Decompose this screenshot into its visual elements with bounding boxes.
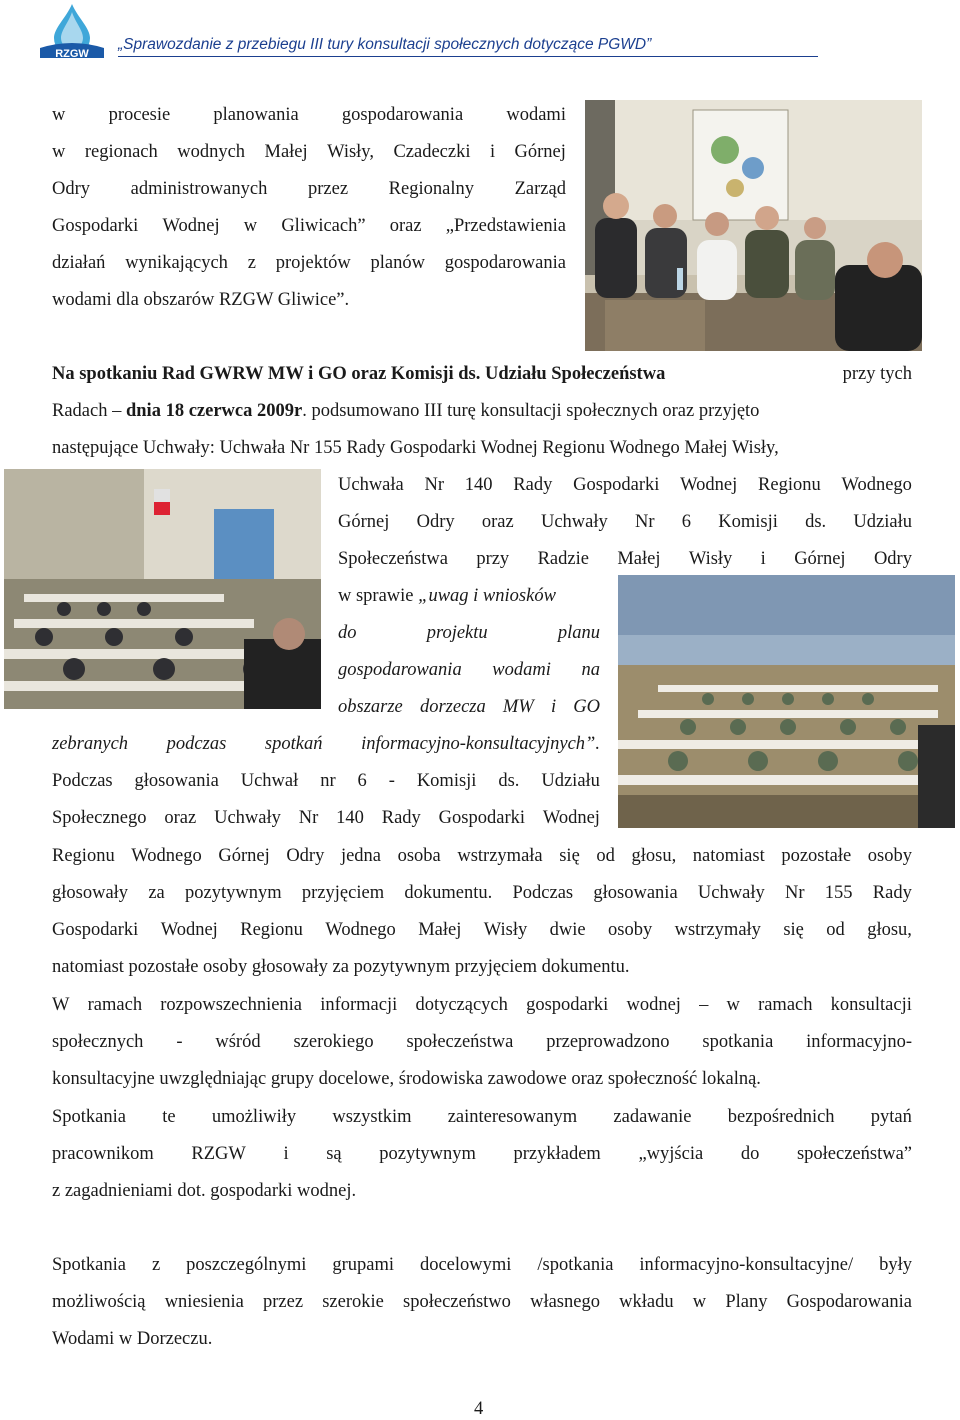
word: wodnej — [626, 995, 681, 1015]
svg-text:RZGW: RZGW — [55, 48, 89, 60]
word: się — [783, 920, 804, 940]
word: Uchwały — [540, 512, 608, 532]
word: poszczególnymi — [186, 1255, 307, 1275]
text-line — [52, 1106, 912, 1128]
word: wynikających — [125, 253, 228, 273]
word: się — [559, 846, 580, 866]
word: Gospodarki — [438, 808, 525, 828]
word: Rady — [513, 475, 553, 495]
word: rozpowszechnienia — [160, 995, 303, 1015]
word: Zarząd — [514, 179, 566, 199]
text-line — [52, 141, 566, 163]
word: Odry — [873, 549, 912, 569]
meeting-line-7: w sprawie „uwag i wniosków — [338, 586, 556, 606]
word: przez — [262, 1292, 304, 1312]
photo-hall-right — [618, 575, 955, 828]
word: i — [489, 142, 496, 162]
word: Uchwały — [697, 883, 765, 903]
word: Wodnego — [841, 475, 912, 495]
word: Radzie — [537, 549, 589, 569]
word: są — [326, 1144, 342, 1164]
word: gospodarki — [526, 995, 609, 1015]
word: pytań — [870, 1107, 912, 1127]
word: wniesienia — [164, 1292, 244, 1312]
word: obszarze — [338, 697, 403, 717]
word: Podczas — [52, 771, 113, 791]
word: wstrzymały — [674, 920, 761, 940]
word: własnego — [530, 1292, 600, 1312]
word: – — [699, 995, 709, 1015]
word: Odry — [286, 846, 325, 866]
word: wszystkim — [332, 1107, 412, 1127]
word: „Przedstawienia — [445, 216, 566, 236]
word: Nr — [424, 475, 445, 495]
word: głosowały — [52, 883, 129, 903]
word: osoba — [397, 846, 441, 866]
word: /spotkania — [537, 1255, 614, 1275]
word: Gliwicach” — [281, 216, 366, 236]
word: 6 — [357, 771, 367, 791]
word: i — [760, 549, 766, 569]
word: oraz — [481, 512, 514, 532]
word: pozostałe — [781, 846, 852, 866]
word: planów — [370, 253, 425, 273]
word: regionach — [84, 142, 158, 162]
word: gospodarowania — [444, 253, 566, 273]
word: Plany — [725, 1292, 768, 1312]
meeting-line-1: Na spotkaniu Rad GWRW MW i GO oraz Komisji ds. Udziału Społeczeństwa przy tych — [52, 364, 912, 384]
word: wśród — [215, 1032, 261, 1052]
word: przykładem — [513, 1144, 601, 1164]
word: projektu — [426, 623, 488, 643]
word: Rady — [872, 883, 912, 903]
word: Społeczeństwa — [338, 549, 448, 569]
word: RZGW — [191, 1144, 246, 1164]
word: Wodnej — [680, 475, 738, 495]
word: i — [283, 1144, 289, 1164]
word: jedna — [340, 846, 381, 866]
word: w — [52, 142, 66, 162]
word: Odry — [416, 512, 455, 532]
word: Nr — [784, 883, 805, 903]
word: osoby — [608, 920, 653, 940]
word: oraz — [389, 216, 422, 236]
word: zadawanie — [613, 1107, 692, 1127]
word: dokumentu. — [404, 883, 493, 903]
word: działań — [52, 253, 106, 273]
text-line — [52, 919, 912, 941]
header-title: „Sprawozdanie z przebiegu III tury konsultacji społecznych dotyczące PGWD” — [118, 36, 818, 57]
word: Udziału — [541, 771, 600, 791]
word: głosowania — [593, 883, 678, 903]
text-line — [338, 548, 912, 570]
word: możliwością — [52, 1292, 146, 1312]
text-line — [52, 252, 566, 274]
word: GO — [573, 697, 600, 717]
word: głosu, — [867, 920, 912, 940]
word: pozytywnym — [379, 1144, 476, 1164]
word: głosowania — [134, 771, 219, 791]
word: administrowanych — [130, 179, 268, 199]
page-number: 4 — [474, 1399, 484, 1419]
word: dwie — [549, 920, 586, 940]
word: Regionu — [758, 475, 821, 495]
word: przy — [476, 549, 510, 569]
text-line — [52, 1254, 912, 1276]
word: do — [740, 1144, 760, 1164]
word: wkładu — [619, 1292, 674, 1312]
word: pracownikom — [52, 1144, 154, 1164]
word: informacyjno- — [806, 1032, 912, 1052]
word: Nr — [634, 512, 655, 532]
word: wstrzymała — [457, 846, 543, 866]
word: bezpośrednich — [727, 1107, 835, 1127]
word: nr — [320, 771, 336, 791]
text-line — [338, 511, 912, 533]
rzgw-logo — [38, 2, 106, 60]
photo-panel-meeting — [585, 100, 922, 351]
word: Uchwały — [214, 808, 281, 828]
word: Komisji — [718, 512, 778, 532]
word: umożliwiły — [211, 1107, 297, 1127]
word: Małej — [264, 142, 308, 162]
word: 155 — [824, 883, 853, 903]
word: zebranych — [52, 734, 129, 754]
text-line — [338, 696, 600, 718]
word: „wyjścia — [638, 1144, 704, 1164]
word: grupami — [332, 1255, 394, 1275]
word: Nr — [298, 808, 319, 828]
word: Górnej — [514, 142, 566, 162]
word: Uchwała — [338, 475, 404, 495]
text-line — [52, 994, 912, 1016]
word: Wodnego — [131, 846, 202, 866]
word: spotkania — [702, 1032, 774, 1052]
word: na — [581, 660, 600, 680]
word: planu — [557, 623, 600, 643]
word: procesie — [108, 105, 171, 125]
word: szerokiego — [293, 1032, 374, 1052]
word: informacyjno-konsultacyjne/ — [639, 1255, 854, 1275]
meeting-line-2: Radach – dnia 18 czerwca 2009r. podsumowano III turę konsultacji społecznych oraz przyjęto — [52, 401, 760, 421]
word: konsultacji — [830, 995, 912, 1015]
word: osoby — [867, 846, 912, 866]
word: społeczeństwa — [406, 1032, 514, 1052]
word: oraz — [164, 808, 197, 828]
word: natomiast — [692, 846, 765, 866]
word: w — [692, 1292, 707, 1312]
text-line — [52, 1031, 912, 1053]
word: ramach — [87, 995, 143, 1015]
text-line — [52, 178, 566, 200]
word: przyjęciem — [301, 883, 385, 903]
photo-hall-left — [4, 469, 321, 709]
word: Górnej — [794, 549, 846, 569]
word: Odry — [52, 179, 91, 199]
word: dorzecza — [419, 697, 486, 717]
text-line: z zagadnieniami dot. gospodarki wodnej. — [52, 1181, 357, 1201]
text-line: natomiast pozostałe osoby głosowały za pozytywnym przyjęciem dokumentu. — [52, 957, 630, 977]
word: Społecznego — [52, 808, 147, 828]
word: Górnej — [338, 512, 390, 532]
word: ds. — [498, 771, 520, 791]
text-line — [338, 474, 912, 496]
word: zainteresowanym — [447, 1107, 578, 1127]
word: Małej — [617, 549, 661, 569]
word: W — [52, 995, 70, 1015]
meeting-line-3: następujące Uchwały: Uchwała Nr 155 Rady Gospodarki Wodnej Regionu Wodnego Małej Wisły, — [52, 438, 779, 458]
word: Regionu — [52, 846, 115, 866]
word: Rady — [381, 808, 421, 828]
word: gospodarowania — [341, 105, 464, 125]
text-line — [52, 104, 566, 126]
word: Wodnej — [542, 808, 600, 828]
word: MW — [502, 697, 534, 717]
word: Wodnego — [325, 920, 396, 940]
word: szerokie — [322, 1292, 384, 1312]
text-line: Wodami w Dorzeczu. — [52, 1329, 213, 1349]
word: ds. — [805, 512, 827, 532]
word: gospodarowania — [338, 660, 462, 680]
word: z — [151, 1255, 161, 1275]
word: w — [52, 105, 66, 125]
word: informacji — [320, 995, 398, 1015]
text-line — [338, 659, 600, 681]
word: z — [247, 253, 256, 273]
text-line — [52, 733, 600, 755]
word: Gospodarki — [52, 920, 139, 940]
word: Spotkania — [52, 1255, 126, 1275]
word: - — [176, 1032, 183, 1052]
word: do — [338, 623, 357, 643]
word: wodnych — [177, 142, 246, 162]
word: Wisły, — [327, 142, 374, 162]
word: Małej — [418, 920, 462, 940]
text-line — [52, 882, 912, 904]
word: planowania — [213, 105, 299, 125]
word: Regionalny — [388, 179, 474, 199]
word: Uchwał — [240, 771, 299, 791]
text-line — [52, 770, 600, 792]
text-line — [52, 1291, 912, 1313]
word: Gospodarki — [52, 216, 139, 236]
word: Wisły — [688, 549, 733, 569]
word: przeprowadzono — [546, 1032, 670, 1052]
word: spotkań — [264, 734, 323, 754]
text-line — [52, 215, 566, 237]
word: dotyczących — [415, 995, 508, 1015]
word: informacyjno-konsultacyjnych”. — [361, 734, 600, 754]
word: wodami — [492, 660, 551, 680]
word: społeczeństwa” — [796, 1144, 912, 1164]
word: i — [550, 697, 557, 717]
word: społecznych — [52, 1032, 144, 1052]
word: Regionu — [240, 920, 303, 940]
word: od — [596, 846, 615, 866]
word: docelowymi — [419, 1255, 512, 1275]
word: Spotkania — [52, 1107, 126, 1127]
word: społeczeństwo — [403, 1292, 511, 1312]
text-line — [338, 622, 600, 644]
word: podczas — [166, 734, 227, 754]
word: przez — [307, 179, 349, 199]
word: Wodnej — [160, 920, 218, 940]
word: 6 — [681, 512, 691, 532]
word: projektów — [275, 253, 351, 273]
word: od — [826, 920, 845, 940]
word: 140 — [336, 808, 364, 828]
word: głosu, — [631, 846, 677, 866]
word: Udziału — [853, 512, 912, 532]
text-line: wodami dla obszarów RZGW Gliwice”. — [52, 290, 350, 310]
word: Wodnej — [162, 216, 220, 236]
word: te — [162, 1107, 176, 1127]
word: Komisji — [416, 771, 477, 791]
word: pozytywnym — [185, 883, 282, 903]
word: Górnej — [218, 846, 270, 866]
word: były — [879, 1255, 912, 1275]
text-line — [52, 1143, 912, 1165]
word: Gospodarki — [573, 475, 660, 495]
text-line: konsultacyjne uwzględniając grupy docelowe, środowiska zawodowe oraz społeczność lokalną. — [52, 1069, 761, 1089]
word: Gospodarowania — [786, 1292, 912, 1312]
word: - — [388, 771, 395, 791]
word: Wisły — [483, 920, 528, 940]
word: za — [148, 883, 165, 903]
word: 140 — [464, 475, 493, 495]
text-line — [52, 807, 600, 829]
word: w — [726, 995, 740, 1015]
text-line — [52, 845, 912, 867]
word: w — [243, 216, 258, 236]
word: Podczas — [512, 883, 574, 903]
word: ramach — [758, 995, 813, 1015]
word: wodami — [506, 105, 566, 125]
word: Czadeczki — [393, 142, 471, 162]
